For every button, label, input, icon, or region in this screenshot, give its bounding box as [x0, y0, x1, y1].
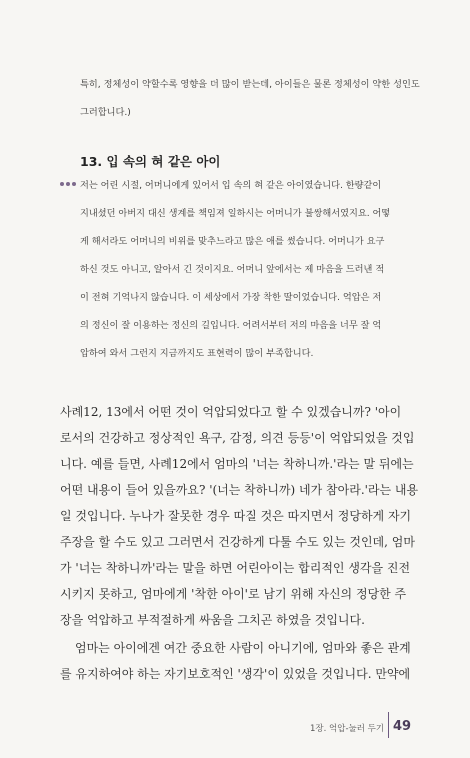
body-text-line: 일 것입니다. 누나가 잘못한 경우 따질 것은 따지면서 정당하게 자기: [60, 509, 412, 523]
case-text-line: 그러합니다.): [80, 107, 131, 118]
body-text-line: 엄마는 아이에겐 여간 중요한 사람이 아니기에, 엄마와 좋은 관계: [75, 641, 411, 655]
body-text-line: 니다. 예를 들면, 사례12에서 엄마의 '너는 착하니까.'라는 말 뒤에는: [60, 457, 414, 471]
body-text-line: 를 유지하여야 하는 자기보호적인 '생각'이 있었을 것입니다. 만약에: [60, 667, 411, 681]
body-text-line: 가 '너는 착하니까'라는 말을 하면 어린아이는 합리적인 생각을 진전: [60, 561, 411, 575]
body-text-line: 로서의 건강하고 정상적인 욕구, 감정, 의견 등등'이 억압되었을 것입: [60, 431, 415, 445]
case-text-line: 저는 어린 시절, 어머니에게 있어서 입 속의 혀 같은 아이였습니다. 한량같이: [80, 180, 382, 191]
body-text-line: 주장을 할 수도 있고 그러면서 건강하게 다툴 수도 있는 것인데, 엄마: [60, 535, 415, 549]
case-text-line: 게 해서라도 어머니의 비위를 맞추느라고 많은 애를 썼습니다. 어머니가 요구: [80, 236, 385, 247]
body-text-line: 어떤 내용이 들어 있을까요? '(너는 착하니까) 네가 참아라.'라는 내용: [60, 483, 419, 497]
case-text-line: 특히, 정체성이 약할수록 영향을 더 많이 받는데, 아이들은 물론 정체성이 약한 성인도: [80, 79, 420, 90]
case-text-line: 의 정신이 잘 이용하는 정신의 길입니다. 어려서부터 저의 마음을 너무 잘 억: [80, 320, 382, 331]
case-text-line: 지내셨던 아버지 대신 생계를 책임져 일하시는 어머니가 불쌍해서였지요. 어떻: [80, 208, 391, 219]
body-text-line: 시키지 못하고, 엄마에게 '착한 아이'로 남기 위해 자신의 정당한 주: [60, 587, 407, 601]
page-number: 49: [393, 719, 412, 734]
body-text-line: 사례12, 13에서 어떤 것이 억압되었다고 할 수 있겠습니까? '아이: [60, 405, 402, 419]
running-footer: 1장. 억압-눌러 두기: [310, 724, 385, 734]
body-text-line: 장을 억압하고 부적절하게 싸움을 그치곤 하였을 것입니다.: [60, 613, 365, 627]
case-text-line: 하신 것도 아니고, 알아서 긴 것이지요. 어머니 앞에서는 제 마음을 드러낸 적: [80, 264, 385, 275]
bullet-dots-icon: [60, 182, 76, 186]
footer-divider: [388, 712, 389, 738]
case-text-line: 이 전혀 기억나지 않습니다. 이 세상에서 가장 착한 딸이었습니다. 억압은 저: [80, 292, 382, 303]
case-text-line: 압하여 와서 그런지 지금까지도 표현력이 많이 부족합니다.: [80, 348, 314, 359]
section-title: 13. 입 속의 혀 같은 아이: [80, 154, 221, 169]
